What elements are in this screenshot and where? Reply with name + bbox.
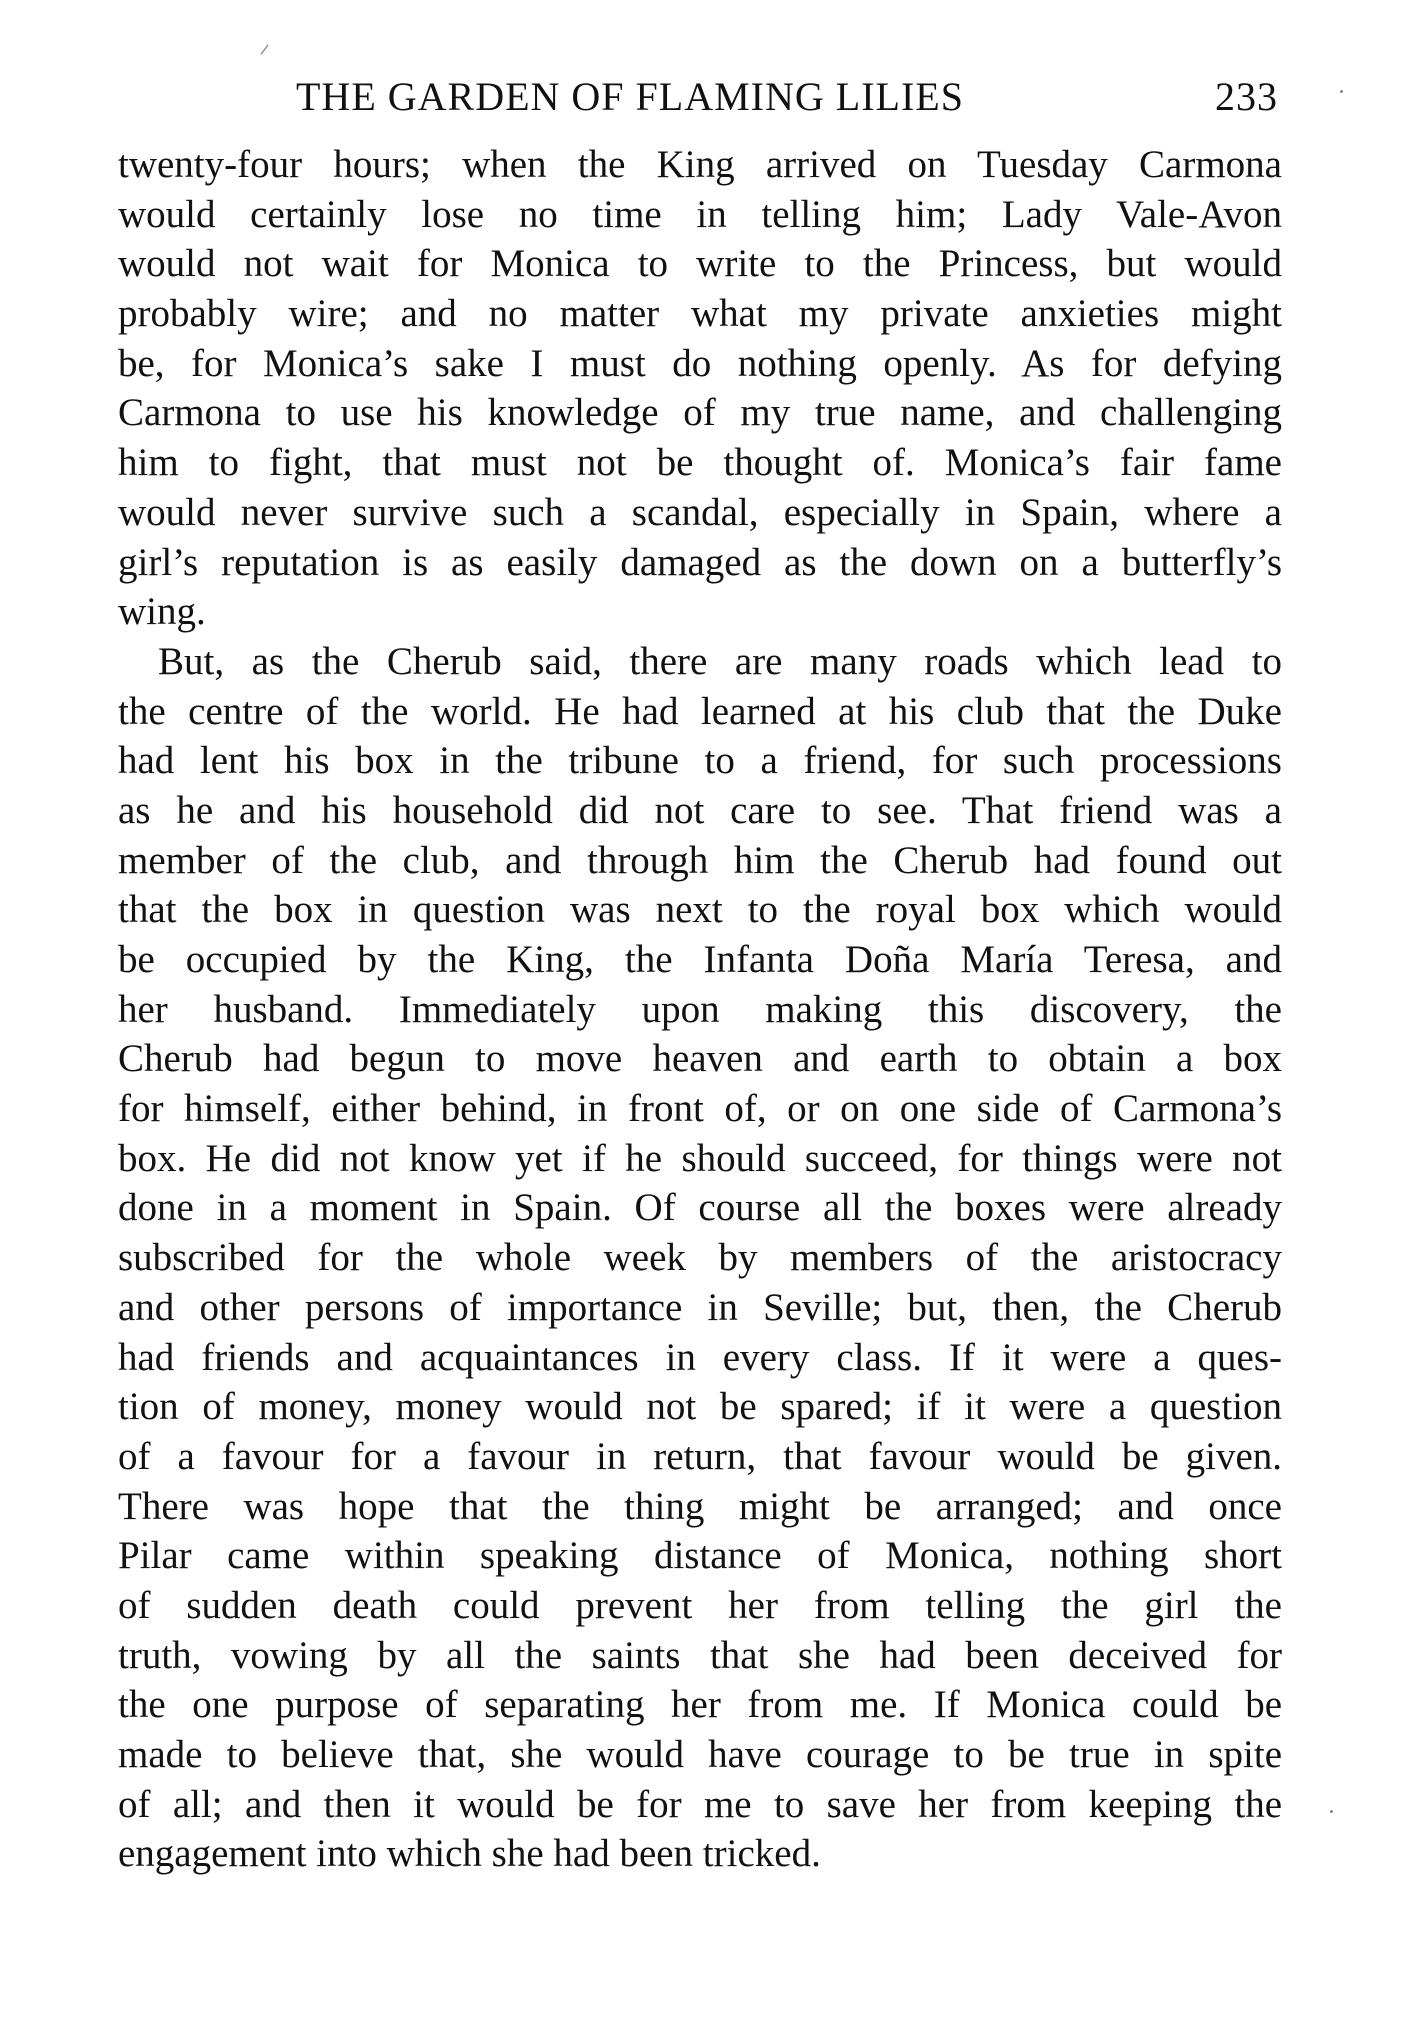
text-line: box. He did not know yet if he should succeed, for things were not xyxy=(118,1136,1282,1180)
text-line: made to believe that, she would have courage to be true in spite xyxy=(118,1733,1282,1776)
running-title: THE GARDEN OF FLAMING LILIES xyxy=(296,74,964,119)
text-line: engagement into which she had been tricked. xyxy=(118,1832,821,1876)
text-line: subscribed for the whole week by members of the aristocracy xyxy=(118,1236,1282,1280)
text-line: probably wire; and no matter what my private anxieties might xyxy=(118,292,1282,336)
text-line: would not wait for Monica to write to the Princess, but would xyxy=(118,242,1282,286)
stray-pen-mark: / xyxy=(259,41,270,59)
text-line: But, as the Cherub said, there are many roads which lead to xyxy=(158,639,1282,683)
paragraph xyxy=(118,140,1282,637)
text-line: the one purpose of separating her from me. If Monica could be xyxy=(118,1683,1282,1727)
text-line: had friends and acquaintances in every class. If it were a ques- xyxy=(118,1335,1282,1379)
text-line: Carmona to use his knowledge of my true name, and challenging xyxy=(118,391,1282,435)
page-number: 233 xyxy=(1215,74,1278,119)
text-line: that the box in question was next to the royal box which would xyxy=(118,888,1282,932)
body-text xyxy=(118,140,1282,1879)
text-line: of sudden death could prevent her from telling the girl the xyxy=(118,1583,1282,1627)
paper-speck xyxy=(1330,1810,1333,1813)
text-line: Cherub had begun to move heaven and earth to obtain a box xyxy=(118,1037,1282,1081)
text-line: There was hope that the thing might be arranged; and once xyxy=(118,1484,1282,1528)
text-line: twenty-four hours; when the King arrived on Tuesday Carmona xyxy=(118,143,1282,186)
text-line: wing. xyxy=(118,590,206,634)
text-line: and other persons of importance in Seville; but, then, the Cherub xyxy=(118,1285,1282,1329)
text-line: member of the club, and through him the Cherub had found out xyxy=(118,838,1282,882)
text-line: tion of money, money would not be spared; if it were a question xyxy=(118,1385,1282,1429)
text-line: him to fight, that must not be thought of. Monica’s fair fame xyxy=(118,441,1282,485)
text-line: girl’s reputation is as easily damaged as the down on a butterfly’s xyxy=(118,540,1282,584)
text-line: had lent his box in the tribune to a friend, for such processions xyxy=(118,739,1282,783)
running-header xyxy=(118,62,1278,132)
text-line: be, for Monica’s sake I must do nothing openly. As for defying xyxy=(118,341,1282,385)
text-line: truth, vowing by all the saints that she had been deceived for xyxy=(118,1633,1282,1677)
text-line: done in a moment in Spain. Of course all the boxes were already xyxy=(118,1186,1282,1230)
text-line: would never survive such a scandal, especially in Spain, where a xyxy=(118,490,1282,534)
text-line: be occupied by the King, the Infanta Doña María Teresa, and xyxy=(118,938,1282,981)
text-line: of all; and then it would be for me to save her from keeping the xyxy=(118,1782,1282,1826)
text-line: Pilar came within speaking distance of Monica, nothing short xyxy=(118,1534,1282,1578)
text-line: as he and his household did not care to see. That friend was a xyxy=(118,788,1282,832)
text-line: would certainly lose no time in telling him; Lady Vale-Avon xyxy=(118,192,1282,236)
paper-speck xyxy=(1340,90,1343,93)
text-line: her husband. Immediately upon making this discovery, the xyxy=(118,987,1282,1031)
paragraph xyxy=(118,637,1282,1879)
text-line: of a favour for a favour in return, that favour would be given. xyxy=(118,1434,1282,1478)
text-line: the centre of the world. He had learned at his club that the Duke xyxy=(118,689,1282,733)
text-line: for himself, either behind, in front of, or on one side of Carmona’s xyxy=(118,1087,1282,1131)
